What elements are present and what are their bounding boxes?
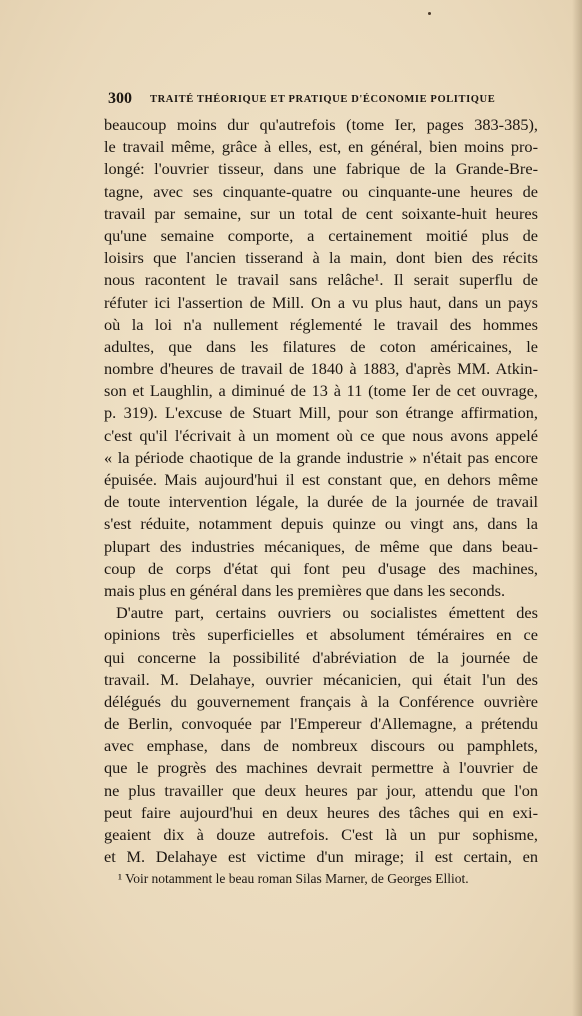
running-title: TRAITÉ THÉORIQUE ET PRATIQUE D'ÉCONOMIE POLITIQUE <box>150 94 496 105</box>
text-line: son et Laughlin, a diminué de 13 à 11 (tome Ier de cet ouvrage, <box>104 381 538 401</box>
text-line: « la période chaotique de la grande industrie » n'était pas encore <box>104 447 538 467</box>
text-line: c'est qu'il l'écrivait à un moment où ce que nous avons appelé <box>104 425 538 445</box>
text-line: travail par semaine, sur un total de cent soixante-huit heures <box>104 203 538 223</box>
text-line: p. 319). L'excuse de Stuart Mill, pour son étrange affirmation, <box>104 403 538 423</box>
text-line: nombre d'heures de travail de 1840 à 1883, d'après MM. Atkin- <box>104 359 538 379</box>
text-line: que le progrès des machines devrait permettre à l'ouvrier de <box>104 758 538 778</box>
text-line: le travail même, grâce à elles, est, en général, bien moins pro- <box>104 137 538 157</box>
text-line: plupart des industries mécaniques, de même que dans beau- <box>104 536 538 556</box>
text-line: geaient dix à douze autrefois. C'est là un pur sophisme, <box>104 825 538 844</box>
text-line: longé: l'ouvrier tisseur, dans une fabrique de la Grande-Bre- <box>104 159 538 179</box>
text-line: qu'une semaine comporte, a certainement moitié plus de <box>104 225 538 245</box>
text-line: tagne, avec ses cinquante-quatre ou cinquante-une heures de <box>104 181 538 201</box>
text-line: et M. Delahaye est victime d'un mirage; il est certain, en <box>104 847 538 867</box>
text-line: peut faire aujourd'hui en deux heures des tâches qui en exi- <box>104 802 538 822</box>
page-edge-shadow <box>572 0 582 1016</box>
body-text <box>104 114 538 868</box>
footnote: ¹ Voir notamment le beau roman Silas Marner, de Georges Elliot. <box>118 871 469 886</box>
text-line: D'autre part, certains ouvriers ou socialistes émettent des <box>116 603 538 623</box>
text-line: adultes, que dans les filatures de coton américaines, le <box>104 336 538 356</box>
text-line: qui concerne la possibilité d'abréviation de la journée de <box>104 647 538 667</box>
text-line: nous racontent le travail sans relâche¹. Il serait superflu de <box>104 270 538 290</box>
text-line: opinions très superficielles et absolument téméraires en ce <box>104 625 538 645</box>
text-line: où la loi n'a nullement réglementé le travail des hommes <box>104 314 538 334</box>
text-line: de toute intervention légale, la durée de la journée de travail <box>104 492 538 512</box>
text-line: travail. M. Delahaye, ouvrier mécanicien, qui était l'un des <box>104 669 538 689</box>
text-line: loisirs que l'ancien tisserand à la main, dont bien des récits <box>104 248 538 268</box>
text-line: avec emphase, dans de nombreux discours ou pamphlets, <box>104 736 538 756</box>
text-line: épuisée. Mais aujourd'hui il est constant que, en dehors même <box>104 470 538 489</box>
text-line: réfuter ici l'assertion de Mill. On a vu plus haut, dans un pays <box>104 292 538 312</box>
text-line: beaucoup moins dur qu'autrefois (tome Ier, pages 383-385), <box>104 115 538 134</box>
text-line: délégués du gouvernement français à la Conférence ouvrière <box>104 691 538 711</box>
text-line: ne plus travailler que deux heures par jour, attendu que l'on <box>104 780 538 800</box>
text-line: mais plus en général dans les premières que dans les seconds. <box>104 580 506 600</box>
ink-speck <box>428 12 431 15</box>
text-line: s'est réduite, notamment depuis quinze ou vingt ans, dans la <box>104 514 538 534</box>
text-line: coup de corps d'état qui font peu d'usage des machines, <box>104 558 538 578</box>
text-line: de Berlin, convoquée par l'Empereur d'Allemagne, a prétendu <box>104 714 538 734</box>
page-header <box>108 90 538 108</box>
page-number: 300 <box>108 90 132 107</box>
